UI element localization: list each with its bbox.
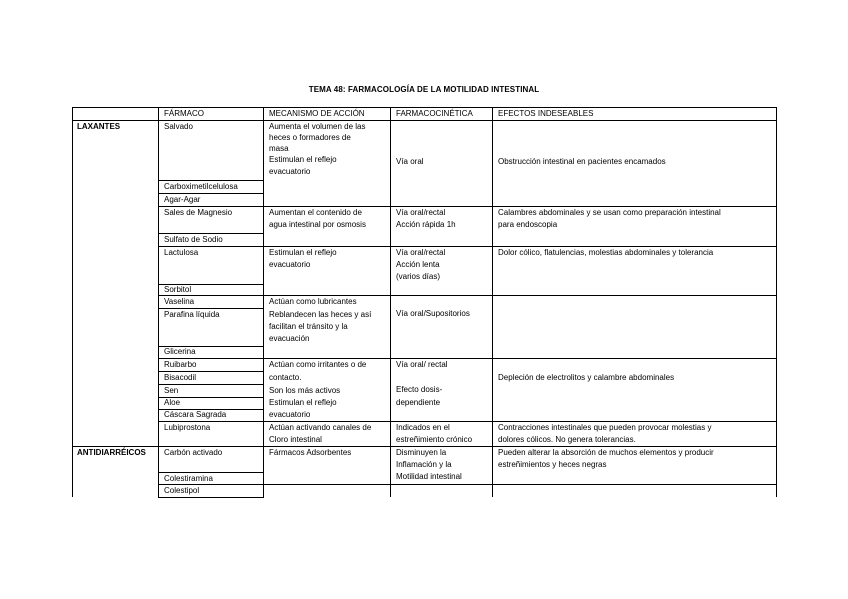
farmacocinetica-text: estreñimiento crónico [396, 435, 473, 444]
farmacocinetica-text: Vía oral/Supositorios [396, 309, 470, 318]
category-antidiarreicos: ANTIDIARRÉICOS [77, 448, 146, 457]
efectos-text: Obstrucción intestinal en pacientes encamados [498, 157, 666, 166]
drug-sorbitol: Sorbitol [164, 285, 192, 294]
header-efectos: EFECTOS INDESEABLES [498, 109, 594, 118]
drug-sen: Sen [164, 386, 179, 395]
mecanismo-text: Fármacos Adsorbentes [269, 448, 352, 457]
drug-colestiramina: Colestiramina [164, 474, 213, 483]
column-divider [492, 107, 493, 497]
mecanismo-text: Actúan como irritantes o de [269, 360, 367, 369]
drug-agar: Agar-Agar [164, 195, 201, 204]
group-divider [158, 295, 777, 296]
efectos-text: dolores cólicos. No genera tolerancias. [498, 435, 636, 444]
drug-sulfato-sodio: Sulfato de Sodio [164, 235, 223, 244]
drug-carbon: Carbón activado [164, 448, 223, 457]
row-divider [158, 497, 264, 498]
drug-parafina: Parafina líquida [164, 310, 220, 319]
table-border-left [72, 107, 73, 497]
drug-lubiprostona: Lubiprostona [164, 423, 211, 432]
drug-bisacodil: Bisacodil [164, 373, 197, 382]
efectos-text: para endoscopia [498, 220, 558, 229]
efectos-text: Pueden alterar la absorción de muchos elementos y producir [498, 448, 714, 457]
header-farmacocinetica: FARMACOCINÉTICA [396, 109, 473, 118]
farmacocinetica-text: dependiente [396, 398, 441, 407]
mecanismo-text: Actúan activando canales de [269, 423, 372, 432]
column-divider [263, 107, 264, 497]
farmacocinetica-text: Disminuyen la [396, 448, 447, 457]
efectos-text: Contracciones intestinales que pueden provocar molestias y [498, 423, 712, 432]
header-farmaco: FÁRMACO [164, 109, 204, 118]
mecanismo-text: contacto. [269, 373, 302, 382]
efectos-text: estreñimientos y heces negras [498, 460, 607, 469]
drug-sales-magnesio: Sales de Magnesio [164, 208, 233, 217]
farmacocinetica-text: Acción lenta [396, 260, 440, 269]
pharmacology-table [72, 107, 777, 497]
category-laxantes: LAXANTES [77, 122, 121, 131]
farmacocinetica-text: Inflamación y la [396, 460, 452, 469]
farmacocinetica-text: Indicados en el [396, 423, 450, 432]
mecanismo-text: Estimulan el reflejo [269, 155, 337, 164]
drug-aloe: Aloe [164, 398, 181, 407]
efectos-text: Calambres abdominales y se usan como preparación intestinal [498, 208, 721, 217]
drug-vaselina: Vaselina [164, 297, 195, 306]
farmacocinetica-text: Vía oral [396, 157, 424, 166]
farmacocinetica-text: Vía oral/rectal [396, 248, 446, 257]
header-mecanismo: MECANISMO DE ACCIÓN [269, 109, 365, 118]
efectos-text: Depleción de electrolitos y calambre abdominales [498, 373, 675, 382]
farmacocinetica-text: Acción rápida 1h [396, 220, 456, 229]
mecanismo-text: Estimulan el reflejo [269, 398, 337, 407]
column-divider [158, 107, 159, 497]
table-border-right [776, 107, 777, 497]
farmacocinetica-text: (varios días) [396, 272, 441, 281]
mecanismo-text: agua intestinal por osmosis [269, 220, 366, 229]
drug-lactulosa: Lactulosa [164, 248, 199, 257]
farmacocinetica-text: Efecto dosis- [396, 385, 443, 394]
efectos-text: Dolor cólico, flatulencias, molestias abdominales y tolerancia [498, 248, 714, 257]
mecanismo-text: Estimulan el reflejo [269, 248, 337, 257]
mecanismo-text: evacuatorio [269, 410, 311, 419]
farmacocinetica-text: Motilidad intestinal [396, 472, 462, 481]
group-divider [158, 358, 777, 359]
mecanismo-text: Aumenta el volumen de las [269, 122, 366, 131]
mecanismo-text: Son los más activos [269, 386, 341, 395]
mecanismo-text: Actúan como lubricantes [269, 297, 357, 306]
mecanismo-text: evacuatorio [269, 167, 311, 176]
mecanismo-text: masa [269, 144, 289, 153]
mecanismo-text: Cloro intestinal [269, 435, 322, 444]
drug-colestipol: Colestipol [164, 486, 200, 495]
mecanismo-text: evacuatorio [269, 260, 311, 269]
mecanismo-text: Aumentan el contenido de [269, 208, 362, 217]
drug-ruibarbo: Ruibarbo [164, 360, 197, 369]
drug-carboximetilcelulosa: Carboximetilcelulosa [164, 182, 238, 191]
column-divider [390, 107, 391, 497]
farmacocinetica-text: Vía oral/ rectal [396, 360, 448, 369]
drug-glicerina: Glicerina [164, 347, 196, 356]
mecanismo-text: heces o formadores de [269, 133, 351, 142]
farmacocinetica-text: Vía oral/rectal [396, 208, 446, 217]
mecanismo-text: evacuación [269, 334, 310, 343]
drug-cascara: Cáscara Sagrada [164, 410, 227, 419]
table-border-bottom [158, 484, 777, 485]
drug-salvado: Salvado [164, 122, 193, 131]
mecanismo-text: facilitan el tránsito y la [269, 322, 348, 331]
mecanismo-text: Reblandecen las heces y así [269, 310, 372, 319]
document-title: TEMA 48: FARMACOLOGÍA DE LA MOTILIDAD INTESTINAL [308, 85, 540, 94]
